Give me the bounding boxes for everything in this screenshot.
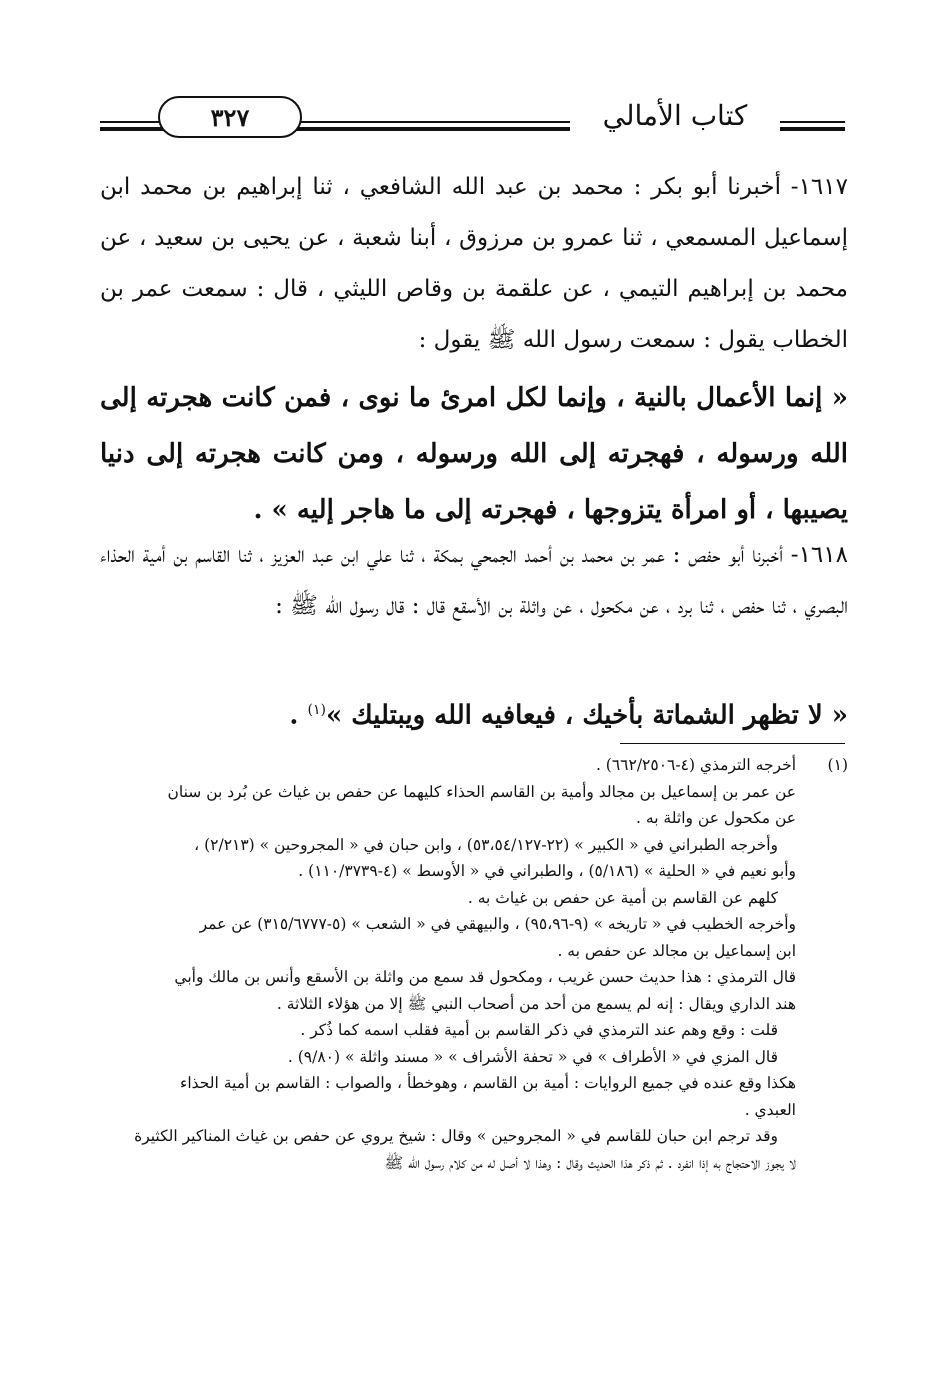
matn-text: « لا تظهر الشماتة بأخيك ، فيعافيه الله ويبتليك » xyxy=(325,700,848,731)
footnote-line: وقد ترجم ابن حبان للقاسم في « المجروحين » وقال : شيخ يروي عن حفص بن غياث المناكير الكثيرة xyxy=(134,1127,778,1145)
page-header xyxy=(100,96,845,146)
footnote-line: عن مكحول عن واثلة به . xyxy=(636,809,796,827)
footnote-marker: (١) xyxy=(827,756,848,774)
footnote-line: ابن إسماعيل بن مجالد عن حفص به . xyxy=(557,941,796,960)
footnote-line: وأخرجه الخطيب في « تاريخه » (٩-٩٥،٩٦) ، والبيهقي في « الشعب » (٥-٣١٥/٦٧٧٧) عن عمر xyxy=(199,915,796,933)
footnote-line: قلت : وقع وهم عند الترمذي في ذكر القاسم بن أمية فقلب اسمه كما ذُكر . xyxy=(300,1021,778,1039)
isnad-text: أخبرنا أبو حفص : عمر بن محمد بن أحمد الجمحي بمكة ، ثنا علي ابن عبد العزيز ، ثنا القاسم بن أمية الحذاء البصري ، ثنا حفص ، ثنا برد ، عن مكحول ، عن واثلة بن الأسقع قال : قال رسول الله ﷺ : xyxy=(100,542,848,619)
footnote-line: وأبو نعيم في « الحلية » (٥/١٨٦) ، والطبراني في « الأوسط » (٤-١١٠/٣٧٣٩) . xyxy=(298,862,796,880)
footnote-line: قال المزي في « الأطراف » في « تحفة الأشراف » « مسند واثلة » (٩/٨٠) . xyxy=(287,1047,778,1066)
footnote-line: هند الداري ويقال : إنه لم يسمع من أحد من أصحاب النبي ﷺ إلا من هؤلاء الثلاثة . xyxy=(276,994,796,1013)
footnote-line: أخرجه الترمذي (٤-٦٦٢/٢٥٠٦) . xyxy=(595,756,796,774)
footnote-line: العبدي . xyxy=(744,1100,796,1119)
hadith-1618-matn xyxy=(100,682,848,744)
matn-text: « إنما الأعمال بالنية ، وإنما لكل امرئ ما نوى ، فمن كانت هجرته إلى الله ورسوله ، فهجرته إلى الله ورسوله ، ومن كانت هجرته إلى دنيا يصيبها ، أو امرأة يتزوجها ، فهجرته إلى ما هاجر إليه » . xyxy=(100,383,848,525)
footnotes xyxy=(100,752,848,1176)
hadith-1617-isnad xyxy=(100,162,848,366)
matn-end: . xyxy=(289,700,308,731)
footnote-line: عن عمر بن إسماعيل بن مجالد وأمية بن القاسم الحذاء كليهما عن حفص بن غياث عن بُرد بن سنان xyxy=(167,782,796,801)
hadith-1618-isnad xyxy=(100,530,848,632)
footnote-reference[interactable]: (١) xyxy=(307,702,326,718)
footnote-line: وأخرجه الطبراني في « الكبير » (٢٢-٥٣،٥٤/١٢٧) ، وابن حبان في « المجروحين » (٢/٢١٣) ، xyxy=(194,835,778,854)
isnad-text: أخبرنا أبو بكر : محمد بن عبد الله الشافعي ، ثنا إبراهيم بن محمد ابن إسماعيل المسمعي ، ثنا عمرو بن مرزوق ، أبنا شعبة ، عن يحيى بن سعيد ، عن محمد بن إبراهيم التيمي ، عن علقمة بن وقاص الليثي ، قال : سمعت عمر بن الخطاب يقول : سمعت رسول الله ﷺ يقول : xyxy=(100,174,848,353)
book-title: كتاب الأمالي xyxy=(570,96,780,136)
footnote-line: لا يجوز الاحتجاج به إذا انفرد . ثم ذكر هذا الحديث وقال : وهذا لا أصل له من كلام رسول الله ﷺ xyxy=(384,1153,796,1172)
hadith-number: ١٦١٧- xyxy=(790,174,848,200)
page-number: ٣٢٧ xyxy=(158,96,302,138)
footnote-line: هكذا وقع عنده في جميع الروايات : أمية بن القاسم ، وهوخطأ ، والصواب : القاسم بن أمية الحذاء xyxy=(180,1074,796,1092)
hadith-number: ١٦١٨- xyxy=(790,542,848,568)
footnote-separator xyxy=(620,743,845,744)
hadith-1617-matn xyxy=(100,370,848,538)
footnote-line: كلهم عن القاسم بن أمية عن حفص بن غياث به . xyxy=(467,888,778,907)
footnote-lines xyxy=(100,752,796,1176)
footnote-line: قال الترمذي : هذا حديث حسن غريب ، ومكحول قد سمع من واثلة بن الأسقع وأنس بن مالك وأبي xyxy=(174,968,796,986)
